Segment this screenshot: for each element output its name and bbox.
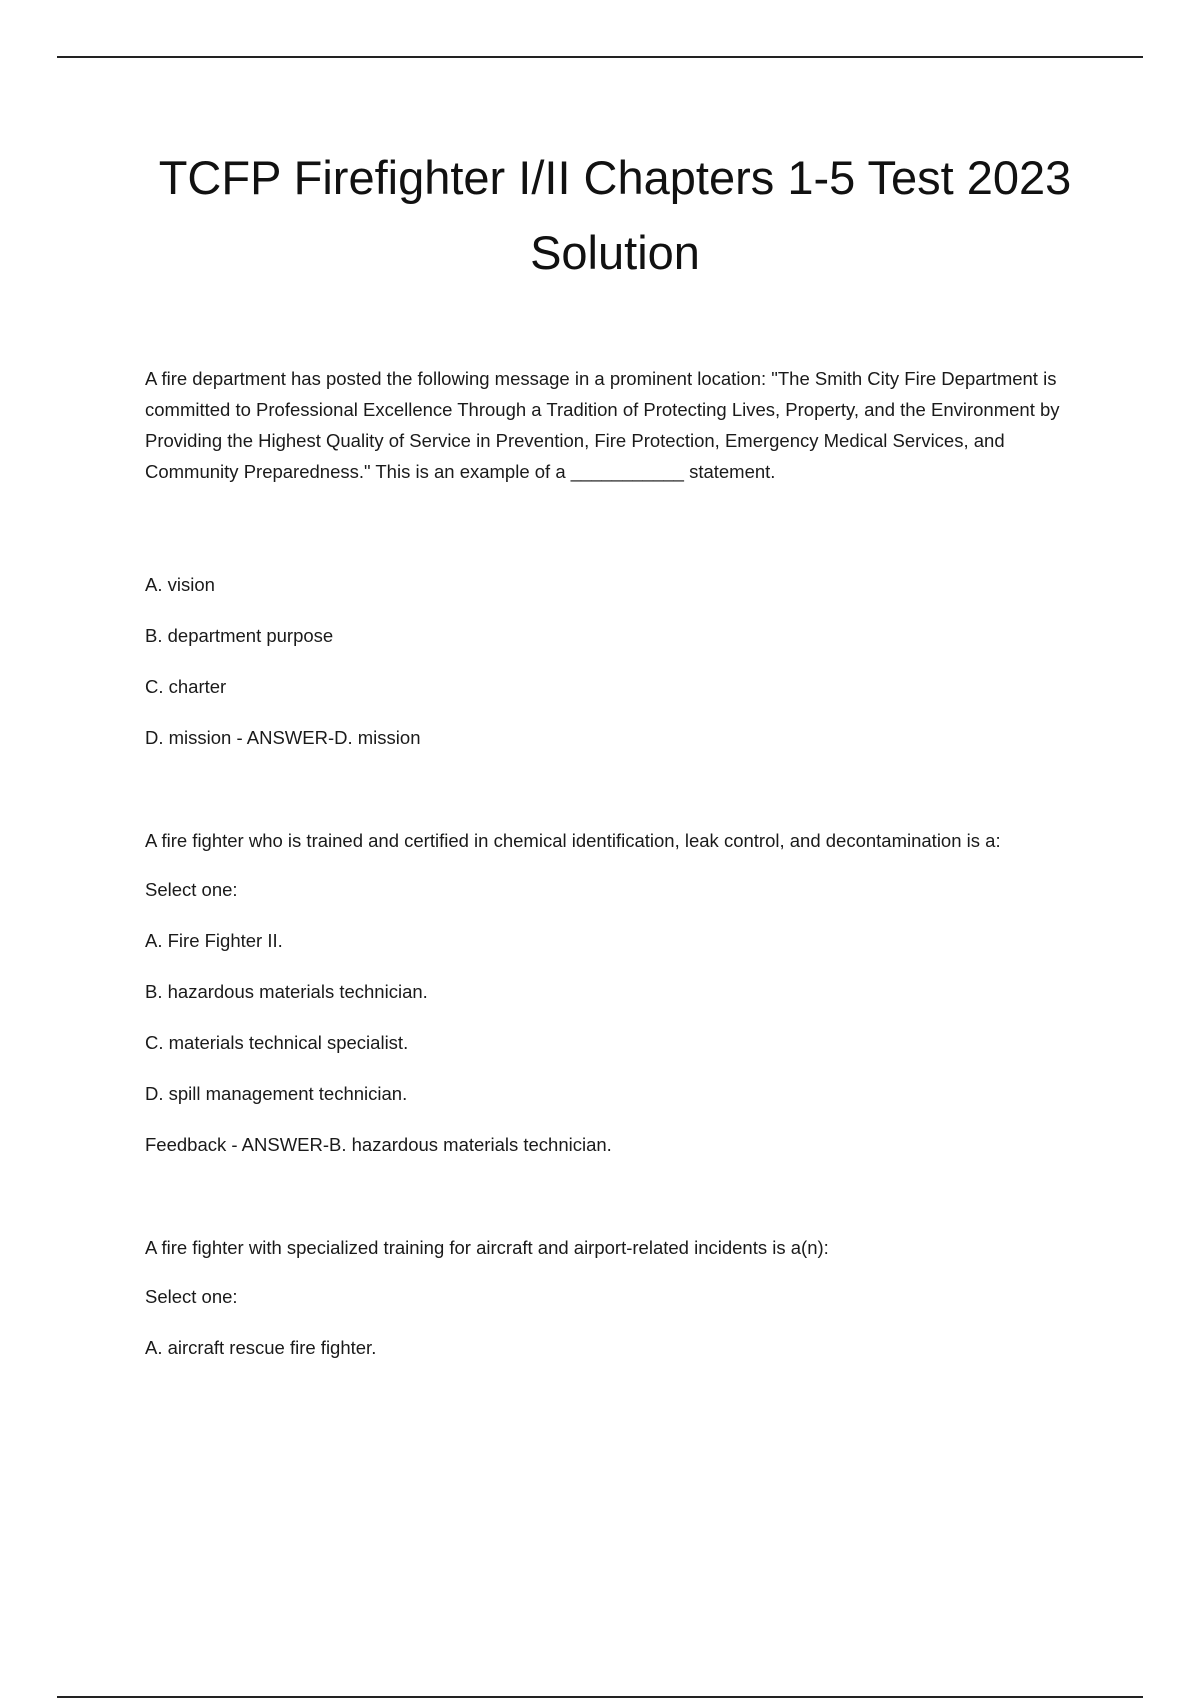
option-b: B. department purpose bbox=[145, 625, 334, 646]
header-rule bbox=[57, 56, 1143, 58]
title-line-1: TCFP Firefighter I/II Chapters 1-5 Test 2023 bbox=[158, 151, 1072, 204]
select-one-label: Select one: bbox=[145, 1286, 238, 1307]
footer-rule bbox=[57, 1696, 1143, 1698]
select-one-label: Select one: bbox=[145, 879, 238, 900]
option-c: C. materials technical specialist. bbox=[145, 1032, 409, 1053]
option-d-answer: D. mission - ANSWER-D. mission bbox=[145, 727, 421, 748]
question-text: A fire fighter with specialized training for aircraft and airport-related incidents is a(n): bbox=[145, 1237, 829, 1258]
option-a: A. Fire Fighter II. bbox=[145, 930, 283, 951]
feedback-answer: Feedback - ANSWER-B. hazardous materials technician. bbox=[145, 1134, 612, 1155]
document-title bbox=[120, 140, 1110, 290]
option-a: A. aircraft rescue fire fighter. bbox=[145, 1337, 377, 1358]
question-3 bbox=[145, 1232, 1090, 1363]
document-body bbox=[145, 363, 1090, 1383]
option-c: C. charter bbox=[145, 676, 227, 697]
question-1 bbox=[145, 363, 1090, 753]
option-a: A. vision bbox=[145, 574, 215, 595]
question-text: A fire fighter who is trained and certified in chemical identification, leak control, and decontamination is a: bbox=[145, 830, 1001, 851]
option-d: D. spill management technician. bbox=[145, 1083, 408, 1104]
question-text: A fire department has posted the following message in a prominent location: "The Smith City Fire Department is committed to Professional Excellence Through a Tradition of Protecting Lives, Property, and the Environment by Providing the Highest Quality of Service in Prevention, Fire Protection, Emergency Medical Services, and Community Preparedness." This is an example of a ___________ statement. bbox=[145, 368, 1060, 482]
title-line-2: Solution bbox=[530, 226, 700, 279]
option-b: B. hazardous materials technician. bbox=[145, 981, 428, 1002]
question-2 bbox=[145, 825, 1090, 1160]
